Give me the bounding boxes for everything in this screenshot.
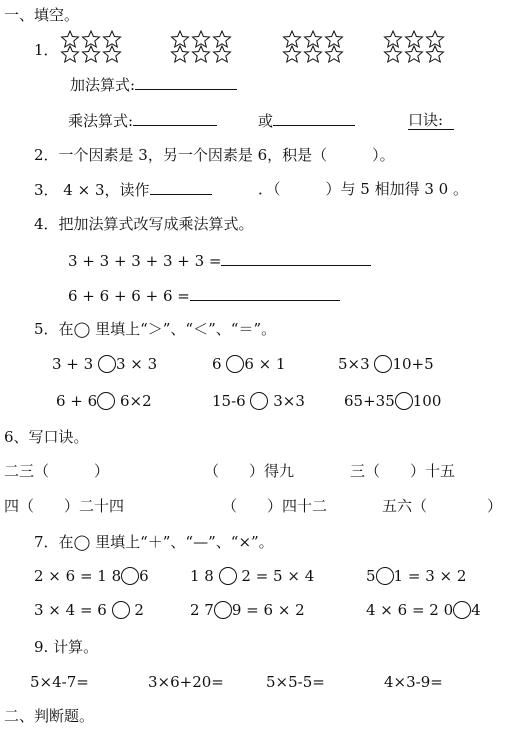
star-icon (383, 30, 445, 64)
answer-circle[interactable] (112, 601, 130, 619)
q5-r2-item-2 (212, 392, 305, 410)
q7-r2-item-3 (366, 601, 481, 619)
q3-post: ．（ ）与 5 相加得 3 0 。 (258, 180, 468, 198)
q6-r2-item-2: （ ）四十二 (222, 497, 328, 515)
answer-circle[interactable] (395, 392, 413, 410)
q4-eq1-blank[interactable] (221, 251, 371, 266)
q1-add-blank[interactable] (135, 75, 237, 90)
q1-or-blank[interactable] (273, 111, 355, 126)
answer-circle[interactable] (376, 567, 394, 585)
star-group-4 (383, 30, 445, 64)
q7-right: 2 = 5 × 4 (236, 567, 315, 585)
q5-left: 65+35 (344, 392, 395, 410)
q9-item-4: 4×3-9= (384, 673, 443, 691)
q3-row (34, 180, 212, 199)
q5-right: 3×3 (268, 392, 305, 410)
q1-kj-row (408, 111, 454, 130)
q5-right: 3 × 3 (115, 355, 158, 373)
q5-r1-item-1 (52, 355, 157, 373)
q4-title: 4．把加法算式改写成乘法算式。 (34, 215, 254, 233)
q9-item-3: 5×5-5= (266, 673, 325, 691)
q7-title: 7．在◯ 里填上“＋”、“—”、“×”。 (34, 533, 274, 551)
q7-r2-item-2 (190, 601, 305, 619)
q4-eq2-blank[interactable] (190, 286, 340, 301)
q7-left: 5 (366, 567, 376, 585)
q9-title: 9. 计算。 (34, 638, 99, 656)
q5-r2-item-3 (344, 392, 441, 410)
q1-number: 1． (34, 41, 59, 59)
q4-eq1: 3 + 3 + 3 + 3 + 3 = (68, 252, 222, 270)
q7-right: 2 (129, 601, 144, 619)
q1-mul-blank[interactable] (133, 111, 217, 126)
answer-circle[interactable] (97, 392, 115, 410)
q5-left: 6 (212, 355, 227, 373)
q3-pre: 3． 4 × 3，读作 (34, 181, 150, 199)
q7-right: 1 = 3 × 2 (393, 567, 467, 585)
q6-r2-item-1: 四（ ）二十四 (4, 497, 125, 515)
answer-circle[interactable] (250, 392, 268, 410)
q6-r1-item-1: 二三（ ） (4, 462, 110, 480)
star-group-1 (60, 30, 122, 64)
q5-left: 5×3 (338, 355, 375, 373)
q7-right: 6 (139, 567, 149, 585)
q5-right: 100 (412, 392, 442, 410)
q9-item-1: 5×4-7= (30, 673, 89, 691)
section-2-title: 二、判断题。 (4, 707, 95, 725)
q5-right: 6×2 (115, 392, 152, 410)
q5-left: 15-6 (212, 392, 251, 410)
q6-r2-item-3: 五六（ ） (382, 497, 503, 515)
answer-circle[interactable] (98, 355, 116, 373)
q5-r2-item-1 (56, 392, 152, 410)
q7-r1-item-1 (34, 567, 149, 585)
q7-left: 3 × 4 = 6 (34, 601, 112, 619)
q1-kj-label[interactable]: 口诀: (408, 111, 454, 130)
answer-circle[interactable] (214, 601, 232, 619)
answer-circle[interactable] (453, 601, 471, 619)
q7-left: 4 × 6 = 2 0 (366, 601, 454, 619)
q1-add-row (70, 75, 237, 94)
answer-circle[interactable] (226, 355, 244, 373)
q5-title: 5．在◯ 里填上“＞”、“＜”、“＝”。 (34, 320, 277, 338)
q1-or-label: 或 (258, 112, 274, 130)
q7-r1-item-3 (366, 567, 466, 585)
q6-title: 6、写口诀。 (4, 428, 89, 446)
q5-r1-item-3 (338, 355, 434, 373)
q4-eq2-row (68, 286, 340, 305)
q4-eq1-row (68, 251, 371, 270)
q1-mul-label: 乘法算式: (68, 112, 134, 130)
star-icon (60, 30, 122, 64)
star-group-2 (170, 30, 232, 64)
q1-add-label: 加法算式: (70, 76, 136, 94)
answer-circle[interactable] (121, 567, 139, 585)
q7-left: 1 8 (190, 567, 219, 585)
q1-or-row (258, 111, 355, 130)
q3-blank[interactable] (150, 180, 212, 195)
q5-r1-item-2 (212, 355, 286, 373)
section-1-title: 一、填空。 (4, 6, 80, 24)
q5-right: 6 × 1 (244, 355, 286, 373)
q7-right: 9 = 6 × 2 (231, 601, 305, 619)
star-icon (282, 30, 344, 64)
q9-item-2: 3×6+20= (148, 673, 224, 691)
q7-left: 2 7 (190, 601, 214, 619)
q1-mul-row (68, 111, 217, 130)
q2-text: 2．一个因素是 3，另一个因素是 6，积是（ ）。 (34, 146, 395, 164)
q4-eq2: 6 + 6 + 6 + 6 = (68, 287, 190, 305)
q5-left: 6 + 6 (56, 392, 98, 410)
q6-r1-item-3: 三（ ）十五 (350, 462, 456, 480)
star-group-3 (282, 30, 344, 64)
q7-left: 2 × 6 = 1 8 (34, 567, 122, 585)
q7-r2-item-1 (34, 601, 144, 619)
q5-left: 3 + 3 (52, 355, 98, 373)
answer-circle[interactable] (374, 355, 392, 373)
answer-circle[interactable] (219, 567, 237, 585)
q5-right: 10+5 (392, 355, 434, 373)
q7-right: 4 (471, 601, 481, 619)
q7-r1-item-2 (190, 567, 314, 585)
q6-r1-item-2: （ ）得九 (204, 462, 295, 480)
star-icon (170, 30, 232, 64)
